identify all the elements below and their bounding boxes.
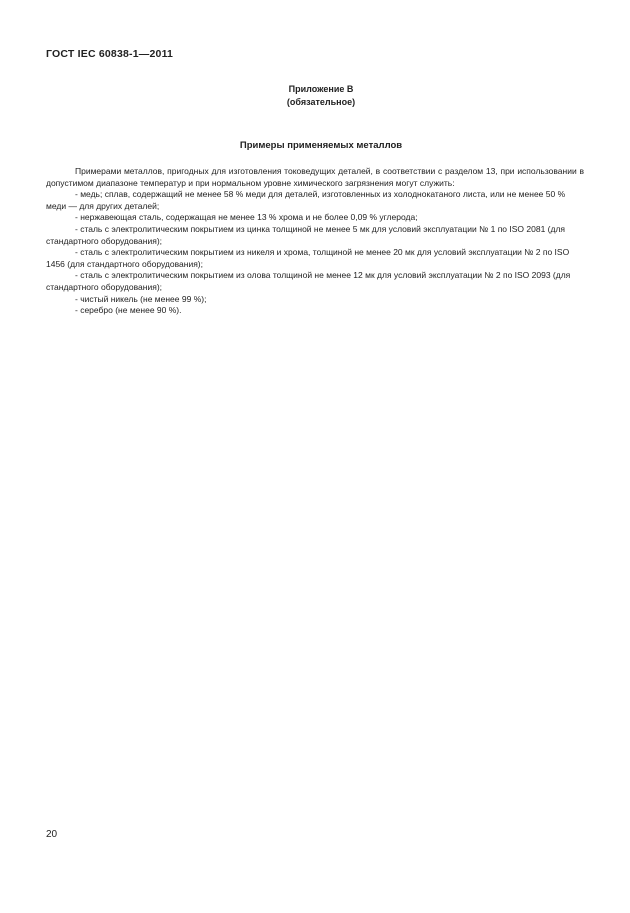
intro-paragraph: Примерами металлов, пригодных для изготовления токоведущих деталей, в соответствии с разделом 13, при использовании в допустимом диапазоне температур и при нормальном уровне химического загрязнения могут служить: [46,166,584,188]
list-item-nickel-chrome-plated-steel: - сталь с электролитическим покрытием из никеля и хрома, толщиной не менее 20 мк для условий эксплуатации № 2 по ISO 1456 (для стандартного оборудования); [46,247,570,269]
list-item-copper: - медь; сплав, содержащий не менее 58 % меди для деталей, изготовленных из холоднокатаного листа, или не менее 50 % меди — для других деталей; [46,189,566,211]
list-item-zinc-plated-steel: - сталь с электролитическим покрытием из цинка толщиной не менее 5 мк для условий эксплуатации № 1 по ISO 2081 (для стандартного оборудования); [46,223,566,246]
section-title: Примеры применяемых металлов [239,140,403,151]
annex-status: (обязательное) [286,97,356,107]
page-number: 20 [46,829,58,840]
document-header: ГОСТ IEC 60838-1—2011 [46,48,174,60]
annex-title: Приложение В [288,84,354,94]
list-item-stainless-steel: - нержавеющая сталь, содержащая не менее 13 % хрома и не более 0,09 % углерода; [75,212,418,223]
list-item-pure-nickel: - чистый никель (не менее 99 %); [75,293,207,304]
section-heading [0,140,630,151]
list-item-tin-plated-steel: - сталь с электролитическим покрытием из олова толщиной не менее 12 мк для условий эксплуатации № 2 по ISO 2093 (для стандартного оборудования); [46,270,571,292]
body-text [46,166,584,317]
annex-heading [0,83,630,109]
list-item-silver: - серебро (не менее 90 %). [75,305,182,316]
